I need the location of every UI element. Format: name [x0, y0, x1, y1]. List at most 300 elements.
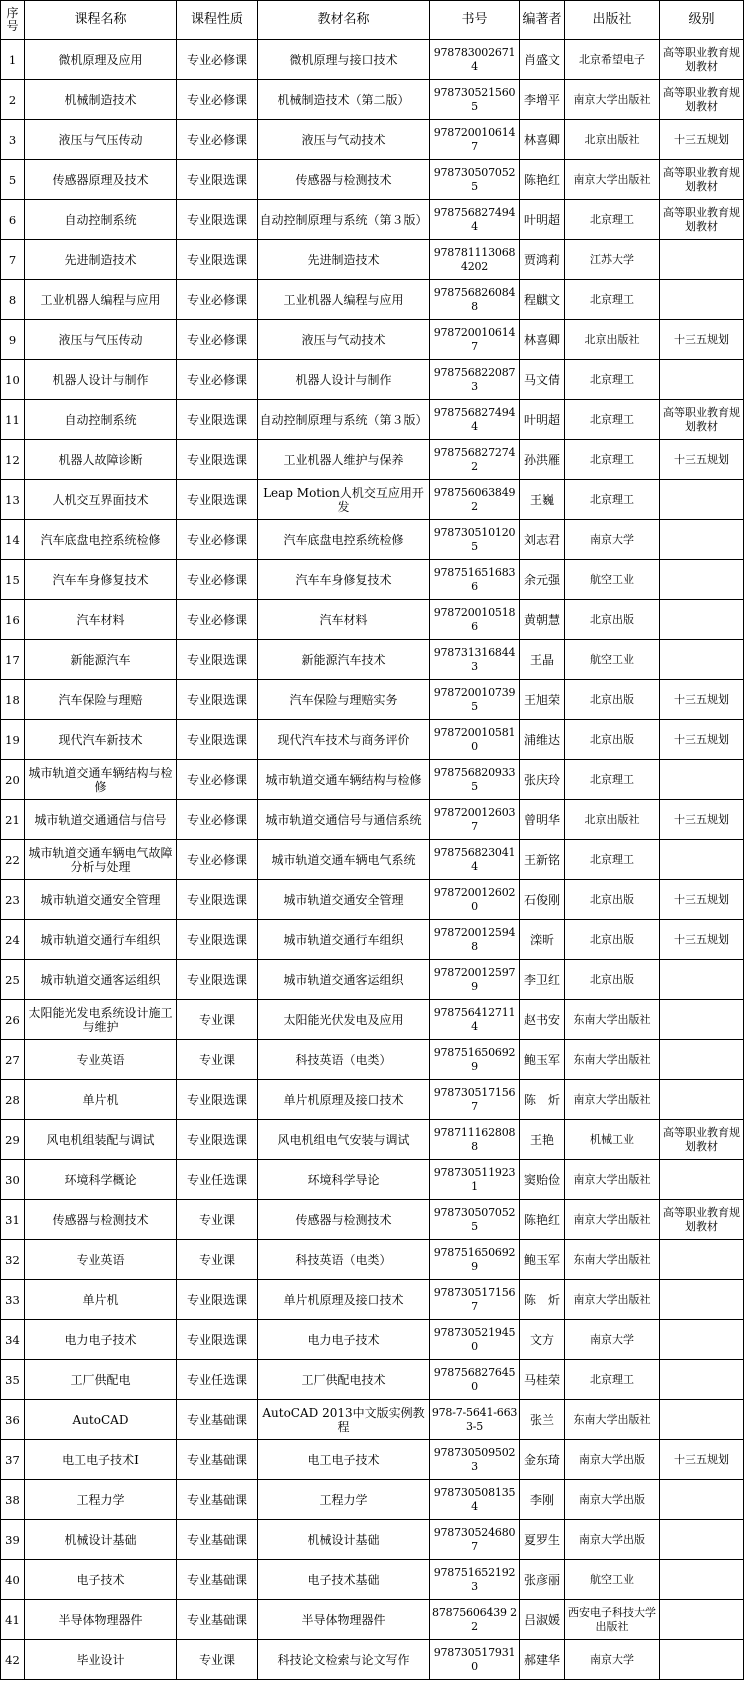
header-author: 编著者 — [520, 1, 565, 40]
textbook-name-cell: 先进制造技术 — [258, 240, 430, 280]
course-type-cell: 专业必修课 — [177, 600, 258, 640]
publisher-cell: 南京大学出版社 — [565, 1080, 660, 1120]
author-cell: 王巍 — [520, 480, 565, 520]
seq-cell: 16 — [1, 600, 25, 640]
table-row — [1, 360, 744, 400]
publisher-cell: 南京大学 — [565, 1640, 660, 1680]
course-name-cell: 传感器与检测技术 — [25, 1200, 177, 1240]
course-type-cell: 专业课 — [177, 1200, 258, 1240]
publisher-cell: 南京大学出版社 — [565, 1160, 660, 1200]
level-cell: 十三五规划 — [660, 880, 744, 920]
isbn-cell: 9787305179310 — [430, 1640, 520, 1680]
author-cell: 李增平 — [520, 80, 565, 120]
course-type-cell: 专业必修课 — [177, 120, 258, 160]
course-name-cell: 液压与气压传动 — [25, 120, 177, 160]
seq-cell: 3 — [1, 120, 25, 160]
isbn-cell: 9787568209335 — [430, 760, 520, 800]
level-cell — [660, 1240, 744, 1280]
course-type-cell: 专业限选课 — [177, 1080, 258, 1120]
publisher-cell: 北京理工 — [565, 280, 660, 320]
course-type-cell: 专业必修课 — [177, 760, 258, 800]
course-type-cell: 专业课 — [177, 1040, 258, 1080]
course-name-cell: 人机交互界面技术 — [25, 480, 177, 520]
isbn-cell: 9787305219450 — [430, 1320, 520, 1360]
course-name-cell: 城市轨道交通车辆电气故障分析与处理 — [25, 840, 177, 880]
seq-cell: 34 — [1, 1320, 25, 1360]
course-type-cell: 专业课 — [177, 1240, 258, 1280]
level-cell: 高等职业教育规划教材 — [660, 160, 744, 200]
author-cell: 刘志君 — [520, 520, 565, 560]
seq-cell: 25 — [1, 960, 25, 1000]
course-name-cell: 汽车车身修复技术 — [25, 560, 177, 600]
textbook-name-cell: 单片机原理及接口技术 — [258, 1080, 430, 1120]
publisher-cell: 东南大学出版社 — [565, 1400, 660, 1440]
seq-cell: 35 — [1, 1360, 25, 1400]
publisher-cell: 南京大学出版 — [565, 1440, 660, 1480]
textbook-name-cell: 城市轨道交通行车组织 — [258, 920, 430, 960]
course-name-cell: 城市轨道交通客运组织 — [25, 960, 177, 1000]
level-cell: 十三五规划 — [660, 920, 744, 960]
author-cell: 窦贻俭 — [520, 1160, 565, 1200]
course-type-cell: 专业限选课 — [177, 400, 258, 440]
isbn-cell: 9787516506929 — [430, 1240, 520, 1280]
table-row — [1, 1280, 744, 1320]
isbn-cell: 9787568230414 — [430, 840, 520, 880]
table-row — [1, 1400, 744, 1440]
isbn-cell: 9787305081354 — [430, 1480, 520, 1520]
publisher-cell: 北京出版 — [565, 600, 660, 640]
isbn-cell: 9787200106147 — [430, 320, 520, 360]
course-type-cell: 专业任选课 — [177, 1360, 258, 1400]
course-name-cell: 汽车底盘电控系统检修 — [25, 520, 177, 560]
author-cell: 王旭荣 — [520, 680, 565, 720]
course-name-cell: 自动控制系统 — [25, 200, 177, 240]
table-row — [1, 880, 744, 920]
header-course-type: 课程性质 — [177, 1, 258, 40]
course-type-cell: 专业限选课 — [177, 920, 258, 960]
seq-cell: 28 — [1, 1080, 25, 1120]
course-type-cell: 专业必修课 — [177, 800, 258, 840]
course-type-cell: 专业课 — [177, 1000, 258, 1040]
header-isbn: 书号 — [430, 1, 520, 40]
publisher-cell: 北京出版社 — [565, 120, 660, 160]
publisher-cell: 航空工业 — [565, 1560, 660, 1600]
author-cell: 文方 — [520, 1320, 565, 1360]
textbook-name-cell: 单片机原理及接口技术 — [258, 1280, 430, 1320]
publisher-cell: 南京大学出版社 — [565, 1200, 660, 1240]
author-cell: 张兰 — [520, 1400, 565, 1440]
course-name-cell: 电工电子技术Ⅰ — [25, 1440, 177, 1480]
isbn-cell: 9787111628088 — [430, 1120, 520, 1160]
table-row — [1, 520, 744, 560]
level-cell: 十三五规划 — [660, 440, 744, 480]
isbn-cell: 9787200126037 — [430, 800, 520, 840]
author-cell: 林喜卿 — [520, 320, 565, 360]
course-name-cell: 电力电子技术 — [25, 1320, 177, 1360]
table-row — [1, 160, 744, 200]
textbook-name-cell: 工业机器人编程与应用 — [258, 280, 430, 320]
isbn-cell: 9787568274944 — [430, 200, 520, 240]
header-publisher: 出版社 — [565, 1, 660, 40]
author-cell: 鲍玉军 — [520, 1040, 565, 1080]
course-type-cell: 专业基础课 — [177, 1560, 258, 1600]
course-name-cell: 工厂供配电 — [25, 1360, 177, 1400]
isbn-cell: 9787200106147 — [430, 120, 520, 160]
level-cell — [660, 1520, 744, 1560]
seq-cell: 20 — [1, 760, 25, 800]
textbook-name-cell: 机械制造技术（第二版） — [258, 80, 430, 120]
textbook-name-cell: 城市轨道交通安全管理 — [258, 880, 430, 920]
course-name-cell: 汽车材料 — [25, 600, 177, 640]
seq-cell: 27 — [1, 1040, 25, 1080]
publisher-cell: 南京大学出版 — [565, 1520, 660, 1560]
course-type-cell: 专业基础课 — [177, 1600, 258, 1640]
course-type-cell: 专业限选课 — [177, 1120, 258, 1160]
level-cell: 高等职业教育规划教材 — [660, 1200, 744, 1240]
textbook-name-cell: 汽车保险与理赔实务 — [258, 680, 430, 720]
textbook-name-cell: 汽车车身修复技术 — [258, 560, 430, 600]
author-cell: 李刚 — [520, 1480, 565, 1520]
course-type-cell: 专业必修课 — [177, 360, 258, 400]
level-cell — [660, 640, 744, 680]
seq-cell: 18 — [1, 680, 25, 720]
seq-cell: 38 — [1, 1480, 25, 1520]
textbook-name-cell: 电子技术基础 — [258, 1560, 430, 1600]
isbn-cell: 9787305171567 — [430, 1080, 520, 1120]
publisher-cell: 北京理工 — [565, 400, 660, 440]
course-name-cell: 机械设计基础 — [25, 1520, 177, 1560]
course-name-cell: 单片机 — [25, 1080, 177, 1120]
textbook-name-cell: 汽车材料 — [258, 600, 430, 640]
seq-cell: 42 — [1, 1640, 25, 1680]
course-name-cell: 汽车保险与理赔 — [25, 680, 177, 720]
course-type-cell: 专业必修课 — [177, 80, 258, 120]
level-cell — [660, 480, 744, 520]
isbn-cell: 9787305246807 — [430, 1520, 520, 1560]
course-name-cell: 机器人故障诊断 — [25, 440, 177, 480]
seq-cell: 23 — [1, 880, 25, 920]
table-row — [1, 80, 744, 120]
author-cell: 叶明超 — [520, 200, 565, 240]
table-row — [1, 280, 744, 320]
author-cell: 陈 炘 — [520, 1080, 565, 1120]
course-type-cell: 专业限选课 — [177, 720, 258, 760]
course-name-cell: 专业英语 — [25, 1040, 177, 1080]
textbook-name-cell: 新能源汽车技术 — [258, 640, 430, 680]
seq-cell: 1 — [1, 40, 25, 80]
publisher-cell: 东南大学出版社 — [565, 1240, 660, 1280]
publisher-cell: 北京理工 — [565, 1360, 660, 1400]
seq-cell: 33 — [1, 1280, 25, 1320]
level-cell — [660, 1000, 744, 1040]
author-cell: 曾明华 — [520, 800, 565, 840]
level-cell — [660, 520, 744, 560]
publisher-cell: 北京理工 — [565, 200, 660, 240]
author-cell: 贾鸿莉 — [520, 240, 565, 280]
level-cell: 十三五规划 — [660, 120, 744, 160]
level-cell — [660, 1400, 744, 1440]
isbn-cell: 9787305119231 — [430, 1160, 520, 1200]
header-course-name: 课程名称 — [25, 1, 177, 40]
seq-cell: 15 — [1, 560, 25, 600]
seq-cell: 6 — [1, 200, 25, 240]
course-name-cell: 风电机组装配与调试 — [25, 1120, 177, 1160]
level-cell: 十三五规划 — [660, 680, 744, 720]
isbn-cell: 9787516521923 — [430, 1560, 520, 1600]
textbook-name-cell: 城市轨道交通车辆电气系统 — [258, 840, 430, 880]
author-cell: 赵书安 — [520, 1000, 565, 1040]
level-cell — [660, 840, 744, 880]
isbn-cell: 9787200125948 — [430, 920, 520, 960]
header-seq: 序号 — [1, 1, 25, 40]
header-textbook-name: 教材名称 — [258, 1, 430, 40]
isbn-cell: 9787305070525 — [430, 1200, 520, 1240]
textbook-name-cell: 汽车底盘电控系统检修 — [258, 520, 430, 560]
isbn-cell: 9787560638492 — [430, 480, 520, 520]
table-row — [1, 1560, 744, 1600]
textbook-name-cell: 科技英语（电类） — [258, 1240, 430, 1280]
course-type-cell: 专业基础课 — [177, 1400, 258, 1440]
table-row — [1, 400, 744, 440]
course-type-cell: 专业必修课 — [177, 560, 258, 600]
author-cell: 郝建华 — [520, 1640, 565, 1680]
author-cell: 王艳 — [520, 1120, 565, 1160]
seq-cell: 19 — [1, 720, 25, 760]
isbn-cell: 87875606439 22 — [430, 1600, 520, 1640]
course-name-cell: 城市轨道交通通信与信号 — [25, 800, 177, 840]
course-name-cell: 半导体物理器件 — [25, 1600, 177, 1640]
course-type-cell: 专业必修课 — [177, 320, 258, 360]
textbook-name-cell: 机械设计基础 — [258, 1520, 430, 1560]
textbook-name-cell: 风电机组电气安装与调试 — [258, 1120, 430, 1160]
course-name-cell: 机械制造技术 — [25, 80, 177, 120]
author-cell: 林喜卿 — [520, 120, 565, 160]
textbook-name-cell: 太阳能光伏发电及应用 — [258, 1000, 430, 1040]
author-cell: 吕淑媛 — [520, 1600, 565, 1640]
course-type-cell: 专业限选课 — [177, 680, 258, 720]
textbook-name-cell: 半导体物理器件 — [258, 1600, 430, 1640]
level-cell: 十三五规划 — [660, 720, 744, 760]
level-cell — [660, 760, 744, 800]
seq-cell: 41 — [1, 1600, 25, 1640]
isbn-cell: 9787200125979 — [430, 960, 520, 1000]
seq-cell: 8 — [1, 280, 25, 320]
publisher-cell: 北京希望电子 — [565, 40, 660, 80]
publisher-cell: 江苏大学 — [565, 240, 660, 280]
table-row — [1, 1440, 744, 1480]
level-cell: 高等职业教育规划教材 — [660, 40, 744, 80]
author-cell: 浦维达 — [520, 720, 565, 760]
table-row — [1, 120, 744, 160]
level-cell — [660, 1600, 744, 1640]
seq-cell: 14 — [1, 520, 25, 560]
course-type-cell: 专业基础课 — [177, 1520, 258, 1560]
course-name-cell: 城市轨道交通安全管理 — [25, 880, 177, 920]
course-type-cell: 专业限选课 — [177, 200, 258, 240]
table-row — [1, 760, 744, 800]
seq-cell: 17 — [1, 640, 25, 680]
textbook-name-cell: 机器人设计与制作 — [258, 360, 430, 400]
textbook-name-cell: 工厂供配电技术 — [258, 1360, 430, 1400]
author-cell: 陈艳红 — [520, 160, 565, 200]
course-type-cell: 专业限选课 — [177, 240, 258, 280]
table-row — [1, 680, 744, 720]
course-type-cell: 专业任选课 — [177, 1160, 258, 1200]
course-name-cell: 太阳能光发电系统设计施工与维护 — [25, 1000, 177, 1040]
course-type-cell: 专业必修课 — [177, 840, 258, 880]
table-row — [1, 1000, 744, 1040]
level-cell — [660, 240, 744, 280]
publisher-cell: 航空工业 — [565, 640, 660, 680]
level-cell — [660, 1480, 744, 1520]
table-row — [1, 40, 744, 80]
textbook-name-cell: Leap Motion人机交互应用开发 — [258, 480, 430, 520]
author-cell: 李卫红 — [520, 960, 565, 1000]
seq-cell: 31 — [1, 1200, 25, 1240]
table-row — [1, 1640, 744, 1680]
textbook-name-cell: 环境科学导论 — [258, 1160, 430, 1200]
publisher-cell: 南京大学出版社 — [565, 160, 660, 200]
textbook-name-cell: 城市轨道交通客运组织 — [258, 960, 430, 1000]
course-name-cell: 城市轨道交通行车组织 — [25, 920, 177, 960]
publisher-cell: 北京出版 — [565, 920, 660, 960]
table-row — [1, 800, 744, 840]
isbn-cell: 9787516516836 — [430, 560, 520, 600]
seq-cell: 37 — [1, 1440, 25, 1480]
publisher-cell: 南京大学出版社 — [565, 1280, 660, 1320]
publisher-cell: 南京大学出版 — [565, 1480, 660, 1520]
table-row — [1, 1520, 744, 1560]
table-row — [1, 840, 744, 880]
textbook-name-cell: 液压与气动技术 — [258, 120, 430, 160]
textbook-name-cell: 液压与气动技术 — [258, 320, 430, 360]
isbn-cell: 9787830026714 — [430, 40, 520, 80]
author-cell: 黄朝慧 — [520, 600, 565, 640]
seq-cell: 9 — [1, 320, 25, 360]
course-type-cell: 专业限选课 — [177, 640, 258, 680]
course-name-cell: 城市轨道交通车辆结构与检修 — [25, 760, 177, 800]
table-row — [1, 1040, 744, 1080]
course-name-cell: 液压与气压传动 — [25, 320, 177, 360]
table-row — [1, 560, 744, 600]
textbook-name-cell: 城市轨道交通车辆结构与检修 — [258, 760, 430, 800]
textbook-name-cell: 城市轨道交通信号与通信系统 — [258, 800, 430, 840]
isbn-cell: 9787564127114 — [430, 1000, 520, 1040]
publisher-cell: 北京理工 — [565, 480, 660, 520]
isbn-cell: 9787200105810 — [430, 720, 520, 760]
seq-cell: 5 — [1, 160, 25, 200]
course-type-cell: 专业必修课 — [177, 40, 258, 80]
course-name-cell: 传感器原理及技术 — [25, 160, 177, 200]
textbook-name-cell: 自动控制原理与系统（第３版） — [258, 200, 430, 240]
author-cell: 孙洪雁 — [520, 440, 565, 480]
course-name-cell: 微机原理及应用 — [25, 40, 177, 80]
publisher-cell: 机械工业 — [565, 1120, 660, 1160]
isbn-cell: 978-7-5641-6633-5 — [430, 1400, 520, 1440]
table-row — [1, 1200, 744, 1240]
level-cell — [660, 1360, 744, 1400]
table-row — [1, 920, 744, 960]
isbn-cell: 9787200126020 — [430, 880, 520, 920]
level-cell — [660, 960, 744, 1000]
isbn-cell: 9787305070525 — [430, 160, 520, 200]
isbn-cell: 9787568220873 — [430, 360, 520, 400]
level-cell: 十三五规划 — [660, 320, 744, 360]
publisher-cell: 南京大学 — [565, 1320, 660, 1360]
seq-cell: 26 — [1, 1000, 25, 1040]
isbn-cell: 9787568274944 — [430, 400, 520, 440]
course-name-cell: 电子技术 — [25, 1560, 177, 1600]
author-cell: 肖盛文 — [520, 40, 565, 80]
author-cell: 程麒文 — [520, 280, 565, 320]
course-type-cell: 专业限选课 — [177, 1320, 258, 1360]
level-cell — [660, 1640, 744, 1680]
textbook-name-cell: 传感器与检测技术 — [258, 160, 430, 200]
seq-cell: 12 — [1, 440, 25, 480]
isbn-cell: 9787568272742 — [430, 440, 520, 480]
publisher-cell: 东南大学出版社 — [565, 1040, 660, 1080]
author-cell: 陈艳红 — [520, 1200, 565, 1240]
author-cell: 余元强 — [520, 560, 565, 600]
publisher-cell: 南京大学出版社 — [565, 80, 660, 120]
publisher-cell: 东南大学出版社 — [565, 1000, 660, 1040]
level-cell — [660, 560, 744, 600]
table-row — [1, 1360, 744, 1400]
publisher-cell: 航空工业 — [565, 560, 660, 600]
seq-cell: 40 — [1, 1560, 25, 1600]
isbn-cell: 9787305101205 — [430, 520, 520, 560]
level-cell — [660, 280, 744, 320]
course-type-cell: 专业必修课 — [177, 280, 258, 320]
header-level: 级别 — [660, 1, 744, 40]
publisher-cell: 北京理工 — [565, 760, 660, 800]
textbook-name-cell: 电力电子技术 — [258, 1320, 430, 1360]
seq-cell: 32 — [1, 1240, 25, 1280]
table-row — [1, 1320, 744, 1360]
isbn-cell: 9787516506929 — [430, 1040, 520, 1080]
level-cell — [660, 1040, 744, 1080]
level-cell — [660, 1280, 744, 1320]
course-name-cell: 新能源汽车 — [25, 640, 177, 680]
author-cell: 金东琦 — [520, 1440, 565, 1480]
level-cell: 高等职业教育规划教材 — [660, 200, 744, 240]
textbook-name-cell: 电工电子技术 — [258, 1440, 430, 1480]
publisher-cell: 北京出版 — [565, 680, 660, 720]
isbn-cell: 9787305215605 — [430, 80, 520, 120]
course-name-cell: 专业英语 — [25, 1240, 177, 1280]
table-row — [1, 720, 744, 760]
textbook-name-cell: 传感器与检测技术 — [258, 1200, 430, 1240]
course-name-cell: 自动控制系统 — [25, 400, 177, 440]
textbook-name-cell: 科技论文检索与论文写作 — [258, 1640, 430, 1680]
author-cell: 叶明超 — [520, 400, 565, 440]
table-body — [1, 40, 744, 1680]
table-row — [1, 320, 744, 360]
seq-cell: 7 — [1, 240, 25, 280]
seq-cell: 10 — [1, 360, 25, 400]
course-name-cell: 环境科学概论 — [25, 1160, 177, 1200]
level-cell: 十三五规划 — [660, 1440, 744, 1480]
publisher-cell: 北京出版 — [565, 880, 660, 920]
course-type-cell: 专业基础课 — [177, 1480, 258, 1520]
course-name-cell: AutoCAD — [25, 1400, 177, 1440]
seq-cell: 13 — [1, 480, 25, 520]
course-name-cell: 毕业设计 — [25, 1640, 177, 1680]
isbn-cell: 9787811130684202 — [430, 240, 520, 280]
textbook-name-cell: AutoCAD 2013中文版实例教程 — [258, 1400, 430, 1440]
publisher-cell: 北京出版 — [565, 720, 660, 760]
author-cell: 鲍玉军 — [520, 1240, 565, 1280]
